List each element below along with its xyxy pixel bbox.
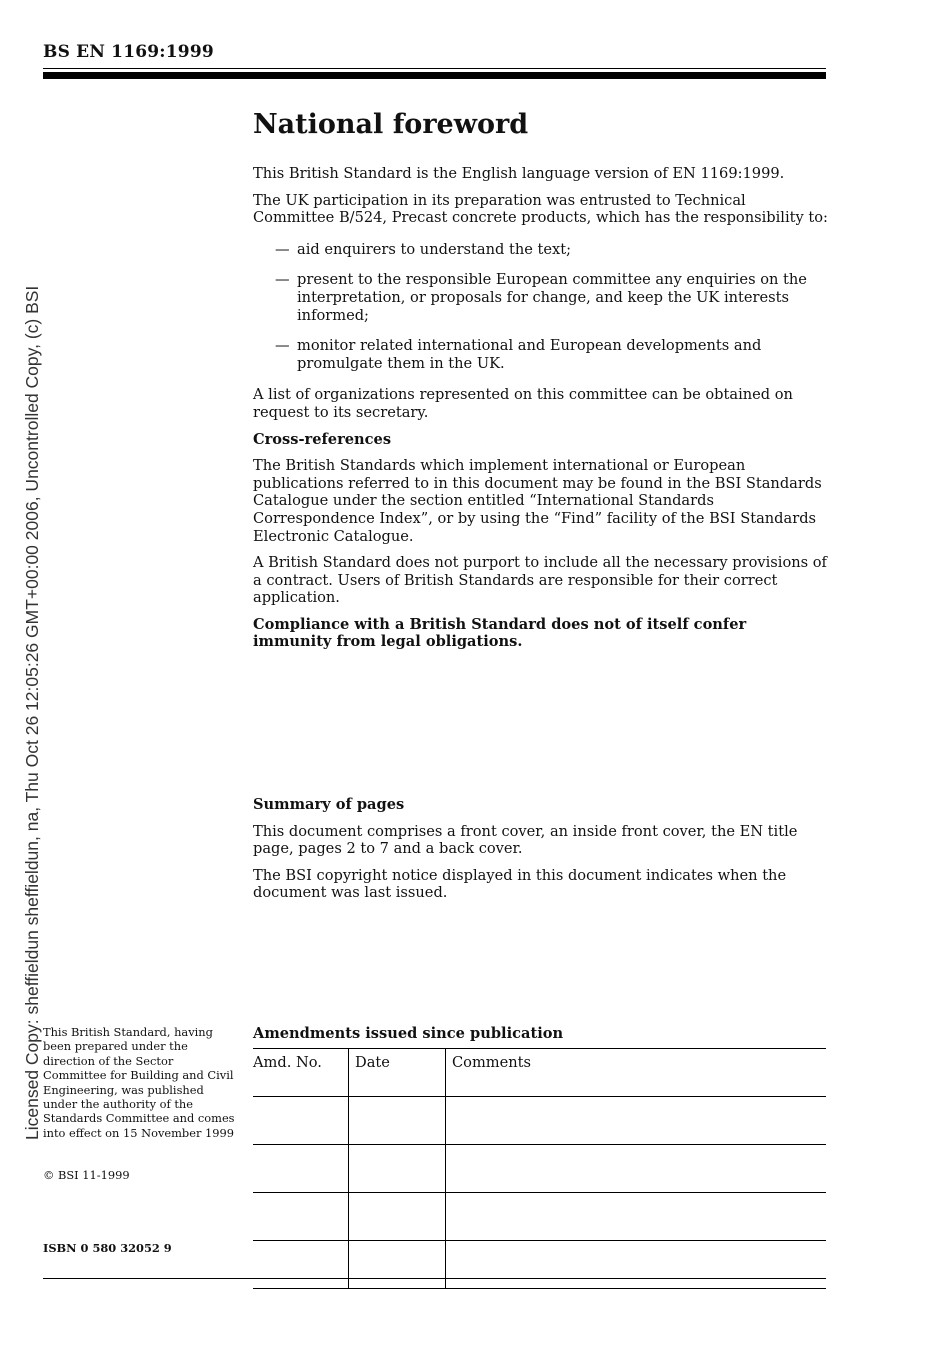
license-watermark: Licensed Copy: sheffieldun sheffieldun, na, Thu Oct 26 12:05:26 GMT+00:00 2006, Uncontrolled Copy, (c) BSI — [22, 285, 42, 1140]
list-item-text: present to the responsible European committee any enquiries on the interpretation, or proposals for change, and keep the UK interests informed; — [297, 271, 807, 324]
dash-marker: — — [275, 240, 290, 258]
dash-marker: — — [275, 337, 290, 355]
table-cell — [253, 1145, 349, 1193]
list-item — [275, 337, 828, 372]
amendments-title: Amendments issued since publication — [253, 1025, 564, 1042]
table-cell — [253, 1097, 349, 1145]
copyright-notice-paragraph: The BSI copyright notice displayed in this document indicates when the document was last issued. — [253, 866, 787, 902]
column-header-comments: Comments — [446, 1049, 827, 1097]
table-cell — [349, 1241, 446, 1289]
table-cell — [446, 1145, 827, 1193]
column-header-date: Date — [349, 1049, 446, 1097]
committee-paragraph: The UK participation in its preparation was entrusted to Technical Committee B/524, Precast concrete products, which has the responsibility to: — [253, 191, 828, 227]
amendments-table — [253, 1048, 826, 1289]
publication-note: This British Standard, having been prepared under the direction of the Sector Committee for Building and Civil Engineering, was published under the authority of the Standards Committee and comes into effect on 15 November 1999 — [43, 1025, 235, 1140]
provisions-paragraph: A British Standard does not purport to include all the necessary provisions of a contract. Users of British Standards are responsible for their correct application. — [253, 554, 827, 607]
summary-heading: Summary of pages — [253, 796, 405, 814]
table-row — [253, 1241, 826, 1289]
table-cell — [446, 1193, 827, 1241]
responsibility-list — [275, 241, 828, 373]
footer-rule — [43, 1278, 826, 1279]
table-cell — [446, 1241, 827, 1289]
header-thick-rule — [43, 72, 826, 79]
list-item-text: monitor related international and European developments and promulgate them in the UK. — [297, 337, 762, 372]
copyright-line: © BSI 11-1999 — [43, 1168, 130, 1182]
table-cell — [446, 1097, 827, 1145]
table-row — [253, 1097, 826, 1145]
table-cell — [349, 1097, 446, 1145]
list-item — [275, 271, 828, 324]
table-cell — [253, 1241, 349, 1289]
table-cell — [349, 1193, 446, 1241]
document-code: BS EN 1169:1999 — [43, 42, 214, 62]
summary-paragraph: This document comprises a front cover, an inside front cover, the EN title page, pages 2 to 7 and a back cover. — [253, 822, 798, 858]
intro-paragraph: This British Standard is the English language version of EN 1169:1999. — [253, 165, 785, 182]
table-header-row — [253, 1049, 826, 1097]
cross-references-heading: Cross-references — [253, 430, 392, 448]
table-cell — [349, 1145, 446, 1193]
table-cell — [253, 1193, 349, 1241]
organizations-paragraph: A list of organizations represented on this committee can be obtained on request to its secretary. — [253, 386, 793, 421]
main-content — [253, 108, 828, 911]
header-thin-rule — [43, 68, 826, 69]
dash-marker: — — [275, 271, 290, 289]
column-header-amd-no: Amd. No. — [253, 1049, 349, 1097]
table-row — [253, 1193, 826, 1241]
spacer — [253, 660, 828, 796]
list-item-text: aid enquirers to understand the text; — [297, 240, 572, 258]
page-title: National foreword — [253, 109, 529, 140]
list-item — [275, 241, 828, 259]
isbn-line: ISBN 0 580 32052 9 — [43, 1241, 172, 1255]
cross-references-paragraph: The British Standards which implement international or European publications referred to in this document may be found in the BSI Standards Catalogue under the section entitled “International Standards Correspondence Index”, or by using the “Find” facility of the BSI Standards Electronic Catalogue. — [253, 457, 822, 545]
table-row — [253, 1145, 826, 1193]
compliance-statement: Compliance with a British Standard does not of itself confer immunity from legal obligations. — [253, 615, 747, 651]
